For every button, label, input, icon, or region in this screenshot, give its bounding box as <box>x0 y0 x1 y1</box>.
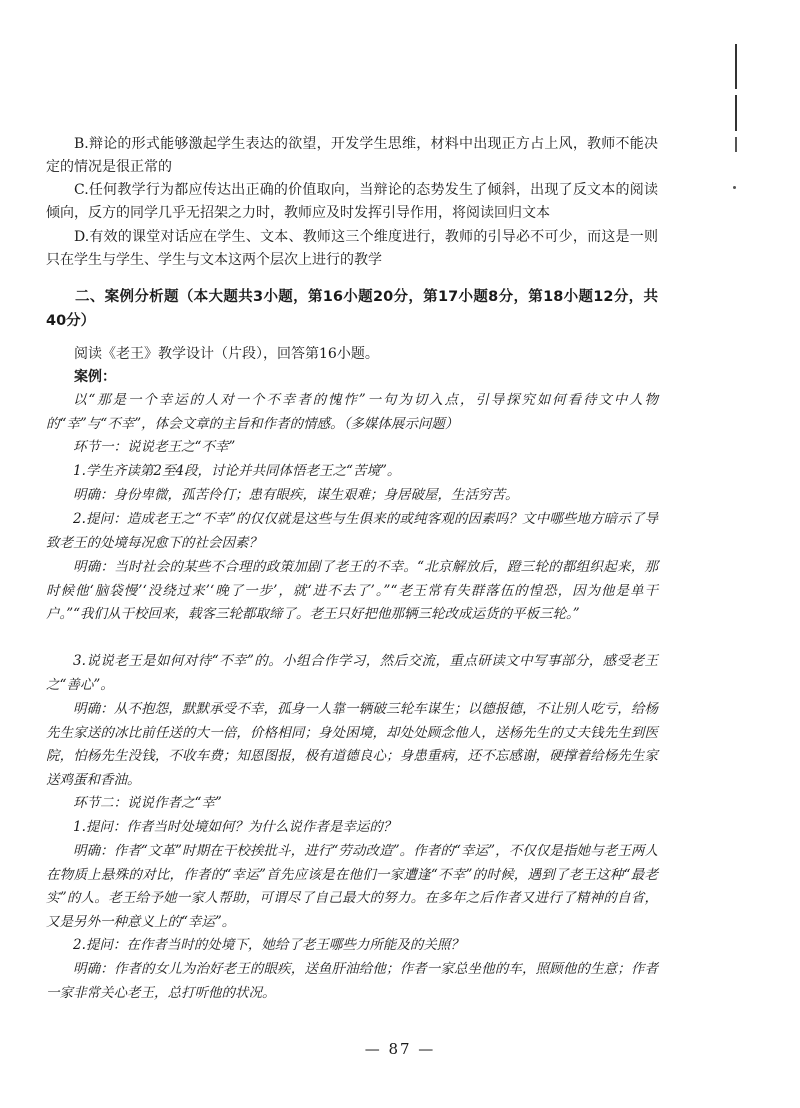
step-2-title: 环节二：说说作者之“幸” <box>73 795 222 811</box>
question-5: 2.提问：在作者当时的处境下，她给了老王哪些力所能及的关照？ <box>73 937 464 953</box>
question-1: 1.学生齐读第2至4段，讨论并共同体悟老王之“苦境”。 <box>73 463 401 479</box>
case-label: 案例： <box>74 369 116 385</box>
answer-3: 明确：从不抱怨，默默承受不幸，孤身一人靠一辆破三轮车谋生；以德报德，不让别人吃亏，给杨先生家送的冰比前任送的大一倍，价格相同；身处困境，却处处顾念他人，送杨先生的丈夫钱先生到医院，怕杨先生没钱，不收车费；知恩图报，极有道德良心；身患重病，还不忘感谢，硬撑着给杨先生家送鸡蛋和香油。 <box>46 701 658 788</box>
section-title: 二、案例分析题（本大题共3小题，第16小题20分，第17小题8分，第18小题12分，共40分） <box>46 289 658 329</box>
answer-2: 明确：当时社会的某些不合理的政策加剧了老王的不幸。“北京解放后，蹬三轮的都组织起来，那时候他‘脑袋慢’‘没绕过来’‘晚了一步’，就‘进不去了’。”“老王常有失群落伍的惶恐，因为他是单干户。”“我们从干校回来，载客三轮都取缔了。老王只好把他那辆三轮改成运货的平板三轮。” <box>46 559 658 623</box>
answer-5: 明确：作者的女儿为治好老王的眼疾，送鱼肝油给他；作者一家总坐他的车，照顾他的生意；作者一家非常关心老王，总打听他的状况。 <box>46 961 658 1001</box>
option-d: D.有效的课堂对话应在学生、文本、教师这三个维度进行，教师的引导必不可少，而这是一则只在学生与学生、学生与文本这两个层次上进行的教学 <box>46 229 658 268</box>
margin-binding-mark <box>735 44 737 194</box>
question-2: 2.提问：造成老王之“不幸”的仅仅就是这些与生俱来的或纯客观的因素吗？文中哪些地方暗示了导致老王的处境每况愈下的社会因素？ <box>46 511 658 551</box>
step-1-title: 环节一：说说老王之“不幸” <box>73 439 236 455</box>
page-number: — 87 — <box>364 1040 436 1058</box>
answer-4: 明确：作者“文革”时期在干校挨批斗，进行“劳动改造”。作者的“幸运”，不仅仅是指她与老王两人在物质上悬殊的对比，作者的“幸运”首先应该是在他们一家遭逢“不幸”的时候，遇到了老王这种“最老实”的人。老王给予她一家人帮助，可谓尽了自己最大的努力。在多年之后作者又进行了精神的自省，又是另外一种意义上的“幸运”。 <box>46 843 658 930</box>
option-b: B.辩论的形式能够激起学生表达的欲望，开发学生思维，材料中出现正方占上风，教师不能决定的情况是很正常的 <box>46 136 658 175</box>
answer-1: 明确：身份卑微，孤苦伶仃；患有眼疾，谋生艰难；身居破屋，生活穷苦。 <box>73 487 519 503</box>
case-opening: 以“那是一个幸运的人对一个不幸者的愧怍”一句为切入点，引导探究如何看待文中人物的“幸”与“不幸”，体会文章的主旨和作者的情感。（多媒体展示问题） <box>46 392 658 432</box>
intro-text: 阅读《老王》教学设计（片段），回答第16小题。 <box>74 346 379 362</box>
question-4: 1.提问：作者当时处境如何？为什么说作者是幸运的？ <box>73 819 397 835</box>
margin-dot <box>733 186 736 189</box>
question-3: 3.说说老王是如何对待“不幸”的。小组合作学习，然后交流，重点研读文中写事部分，感受老王之“善心”。 <box>46 653 658 693</box>
option-c: C.任何教学行为都应传达出正确的价值取向，当辩论的态势发生了倾斜，出现了反文本的阅读倾向，反方的同学几乎无招架之力时，教师应及时发挥引导作用，将阅读回归文本 <box>46 182 658 221</box>
